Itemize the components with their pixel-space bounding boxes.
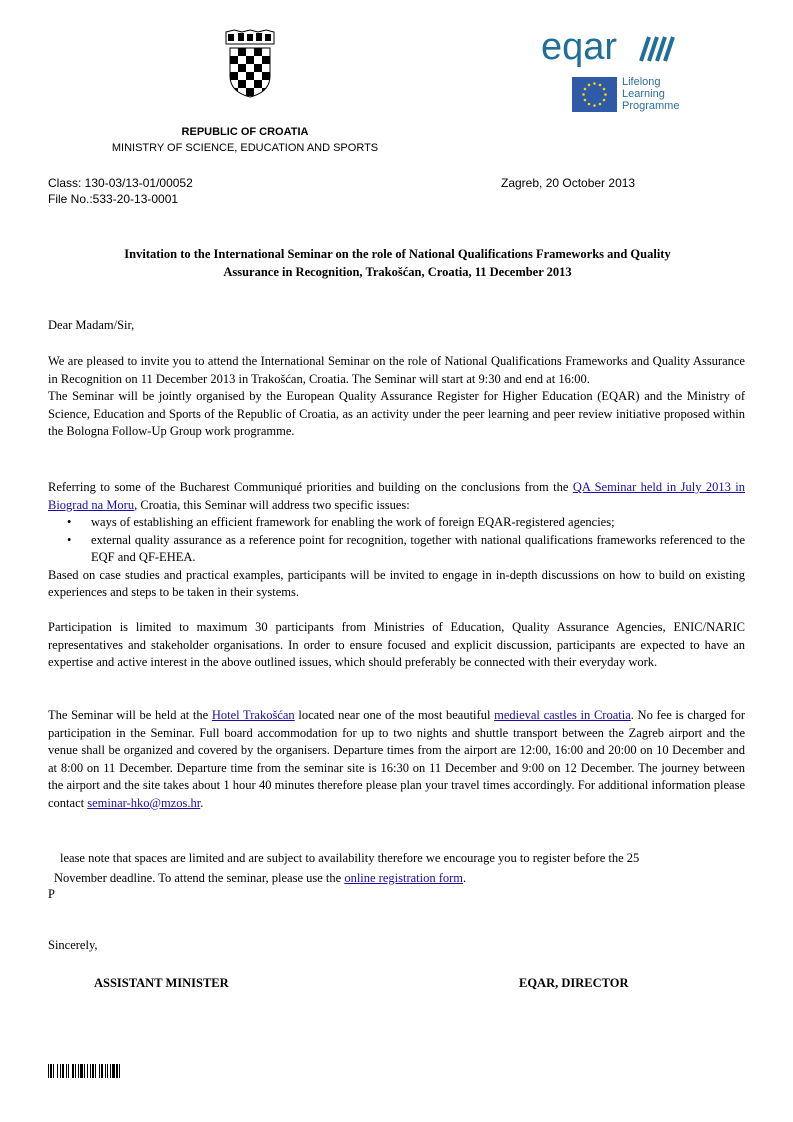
paragraph-registration [50,848,745,888]
issues-list [48,514,745,567]
closing: Sincerely, [48,938,98,952]
text-span: . [200,795,204,810]
text-span: . [463,871,467,885]
barcode-icon [48,1064,172,1078]
eu-flag-icon [572,77,617,112]
paragraph-case-studies: Based on case studies and practical examples, participants will be invited to engage in in-depth discussions on how to build on existing experiences and steps to be taken in their systems. [48,567,745,599]
llp-line: Learning [622,88,665,100]
signature-assistant-minister: ASSISTANT MINISTER [94,976,229,990]
text-span: located near one of the most beautiful [294,708,495,722]
paragraph-participation: Participation is limited to maximum 30 participants from Ministries of Education, Quality Assurance Agencies, ENIC/NARIC representatives and stakeholder organisations. In order to ensure focused and explicit discussion, participants are expected to have an expertise and active interest in the above outlined issues, which should preferably be connected with their everyday work. [48,620,745,669]
document-title [60,245,735,281]
online-registration-link[interactable]: online registration form [344,871,464,885]
text-span: November deadline. To attend the seminar, please use the [54,871,345,885]
qa-seminar-link[interactable]: QA Seminar held in July 2013 in Biograd na Moru [48,480,745,512]
paragraph-invitation: We are pleased to invite you to attend the International Seminar on the role of National Qualifications Frameworks and Quality Assurance in Recognition on 11 December 2013 in Trakošćan, Croatia. The Seminar will start at 9:30 and end at 16:00. [48,354,745,386]
signature-eqar-director: EQAR, DIRECTOR [519,976,629,990]
eqar-logo-text: eqar [541,29,618,68]
title-line: Invitation to the International Seminar on the role of National Qualifications Frameworks and Quality [124,247,671,261]
contact-email-link[interactable]: seminar-hko@mzos.hr [87,795,201,810]
body-block-2 [48,479,745,602]
medieval-castles-link[interactable]: medieval castles in Croatia [494,708,631,722]
class-number: Class: 130-03/13-01/00052 [48,176,193,190]
list-item: • external quality assurance as a reference point for recognition, together with national qualifications frameworks referenced to the EQF and QF-EHEA. [48,532,745,567]
llp-line: Programme [622,100,680,112]
body-block-1 [48,353,745,441]
text-span: . No fee is charged for participation in the Seminar. Full board accommodation for up to two nights and shuttle transport between the Zagreb airport and the venue shall be organized and covered by the organisers. Departure times from the airport are 12:00, 16:00 and 20:00 on 10 December and at 8:00 on 11 December. Departure time from the seminar site is 16:30 on 11 December and 9:00 on 12 December. The journey between the airport and the site takes about 1 hour 40 minutes therefore please plan your travel times accordingly. For additional information please contact [48,708,745,810]
file-number: File No.:533-20-13-0001 [48,192,179,206]
ministry-name: MINISTRY OF SCIENCE, EDUCATION AND SPORTS [111,142,379,154]
text-span: The Seminar will be held at the [48,708,212,722]
salutation: Dear Madam/Sir, [48,318,135,332]
registration-line [50,868,745,888]
list-item: • ways of establishing an efficient framework for enabling the work of foreign EQAR-registered agencies; [48,514,745,532]
title-line: Assurance in Recognition, Trakošćan, Croatia, 11 December 2013 [223,265,572,279]
text-span: , Croatia, this Seminar will address two specific issues: [134,497,410,512]
date-line: Zagreb, 20 October 2013 [501,176,636,190]
paragraph-organisers: The Seminar will be jointly organised by the European Quality Assurance Register for Higher Education (EQAR) and the Ministry of Science, Education and Sports of the Republic of Croatia, as an activity under the peer learning and peer review initiative proposed within the Bologna Follow-Up Group work programme. [48,389,745,438]
eqar-logo [541,29,681,73]
croatia-coat-of-arms-icon [224,28,276,98]
llp-line: Lifelong [622,76,661,88]
paragraph-issues [48,479,745,514]
paragraph-venue [48,707,745,812]
hotel-trakoscan-link[interactable]: Hotel Trakošćan [211,708,295,722]
stray-letter: P [48,887,55,901]
text-span: Referring to some of the Bucharest Communiqué priorities and building on the conclusions from the [48,480,573,494]
lifelong-learning-programme-label [622,76,679,112]
registration-line: lease note that spaces are limited and are subject to availability therefore we encourage you to register before the 25 [60,851,640,865]
republic-of-croatia-heading: REPUBLIC OF CROATIA [181,126,309,138]
